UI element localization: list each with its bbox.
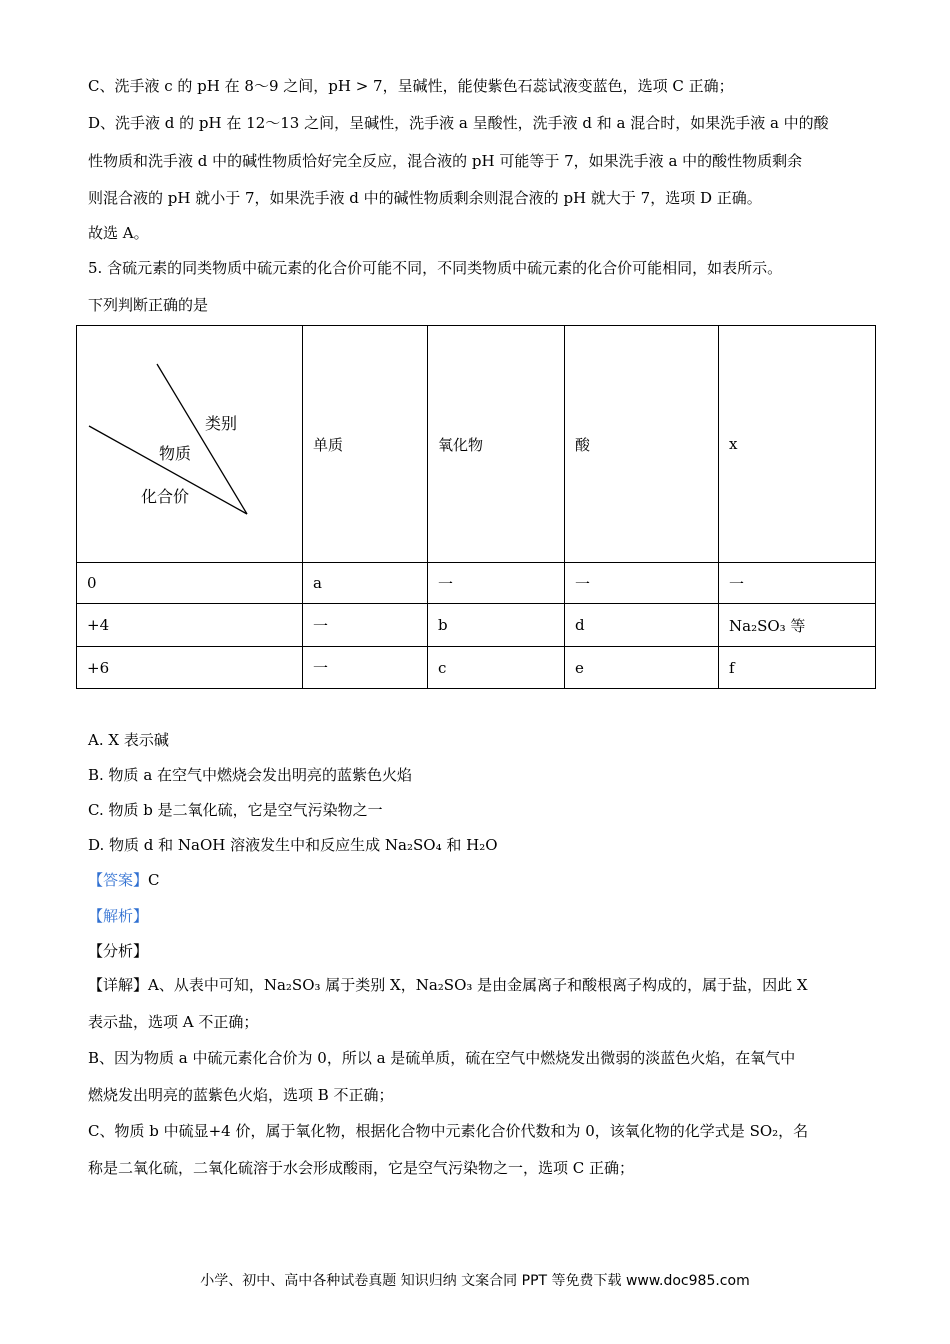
table-cell: b: [428, 604, 565, 647]
table-cell: 一: [303, 647, 428, 689]
text-line: 故选 A。: [88, 224, 149, 242]
table-cell: 一: [303, 604, 428, 647]
text-line: 性物质和洗手液 d 中的碱性物质恰好完全反应，混合液的 pH 可能等于 7，如果洗手液 a 中的酸性物质剩余: [88, 152, 803, 170]
table-cell: 一: [565, 563, 719, 604]
option-b: B. 物质 a 在空气中燃烧会发出明亮的蓝紫色火焰: [88, 766, 413, 784]
table-cell: a: [303, 563, 428, 604]
table-cell: e: [565, 647, 719, 689]
text-line: 则混合液的 pH 就小于 7，如果洗手液 d 中的碱性物质剩余则混合液的 pH 就大于 7，选项 D 正确。: [88, 189, 762, 207]
table-row: [77, 647, 876, 689]
table-cell: 一: [428, 563, 565, 604]
answer-label: 【答案】: [88, 871, 149, 889]
analysis-label: 【解析】: [88, 907, 149, 925]
category-label: 类别: [205, 414, 238, 433]
detail-line: 表示盐，选项 A 不正确；: [88, 1013, 259, 1031]
table-cell: +4: [77, 604, 303, 647]
table-cell: f: [719, 647, 876, 689]
substance-label: 物质: [159, 444, 192, 463]
answer-value: C: [148, 871, 160, 889]
detail-line: B、因为物质 a 中硫元素化合价为 0，所以 a 是硫单质，硫在空气中燃烧发出微弱的淡蓝色火焰，在氧气中: [88, 1049, 796, 1067]
detail-line: 称是二氧化硫，二氧化硫溶于水会形成酸雨，它是空气污染物之一，选项 C 正确；: [88, 1159, 635, 1177]
table-row: [77, 563, 876, 604]
table-cell: Na₂SO₃ 等: [719, 604, 876, 647]
table-cell: c: [428, 647, 565, 689]
option-c: C. 物质 b 是二氧化硫，它是空气污染物之一: [88, 801, 383, 819]
detail-line: 【详解】A、从表中可知，Na₂SO₃ 属于类别 X，Na₂SO₃ 是由金属离子和酸根离子构成的，属于盐，因此 X: [88, 976, 808, 994]
header-cell: x: [719, 326, 876, 563]
option-d: D. 物质 d 和 NaOH 溶液发生中和反应生成 Na₂SO₄ 和 H₂O: [88, 836, 498, 854]
header-cell: 单质: [303, 326, 428, 563]
diagonal-header-cell: [77, 326, 303, 563]
page-footer: 小学、初中、高中各种试卷真题 知识归纳 文案合同 PPT 等免费下载 www.doc985.com: [200, 1273, 750, 1289]
table-cell: 一: [719, 563, 876, 604]
diagonal-lines: [77, 326, 302, 562]
sulfur-valence-table: [76, 325, 876, 689]
fenxi-label: 【分析】: [88, 942, 149, 960]
table-cell: 0: [77, 563, 303, 604]
text-line: D、洗手液 d 的 pH 在 12～13 之间，呈碱性，洗手液 a 呈酸性，洗手液 d 和 a 混合时，如果洗手液 a 中的酸: [88, 114, 829, 132]
detail-line: C、物质 b 中硫显+4 价，属于氧化物，根据化合物中元素化合价代数和为 0，该氧化物的化学式是 SO₂，名: [88, 1122, 809, 1140]
option-a: A. X 表示碱: [88, 731, 169, 749]
valence-label: 化合价: [141, 487, 190, 506]
header-cell: 氧化物: [428, 326, 565, 563]
table-row: [77, 604, 876, 647]
text-line: C、洗手液 c 的 pH 在 8～9 之间，pH > 7，呈碱性，能使紫色石蕊试液变蓝色，选项 C 正确；: [88, 77, 734, 95]
table-cell: +6: [77, 647, 303, 689]
header-cell: 酸: [565, 326, 719, 563]
answer-line: [88, 870, 160, 890]
table-cell: d: [565, 604, 719, 647]
question-line: 下列判断正确的是: [88, 296, 209, 314]
question-line: 5. 含硫元素的同类物质中硫元素的化合价可能不同，不同类物质中硫元素的化合价可能相同，如表所示。: [88, 259, 783, 277]
detail-line: 燃烧发出明亮的蓝紫色火焰，选项 B 不正确；: [88, 1086, 394, 1104]
